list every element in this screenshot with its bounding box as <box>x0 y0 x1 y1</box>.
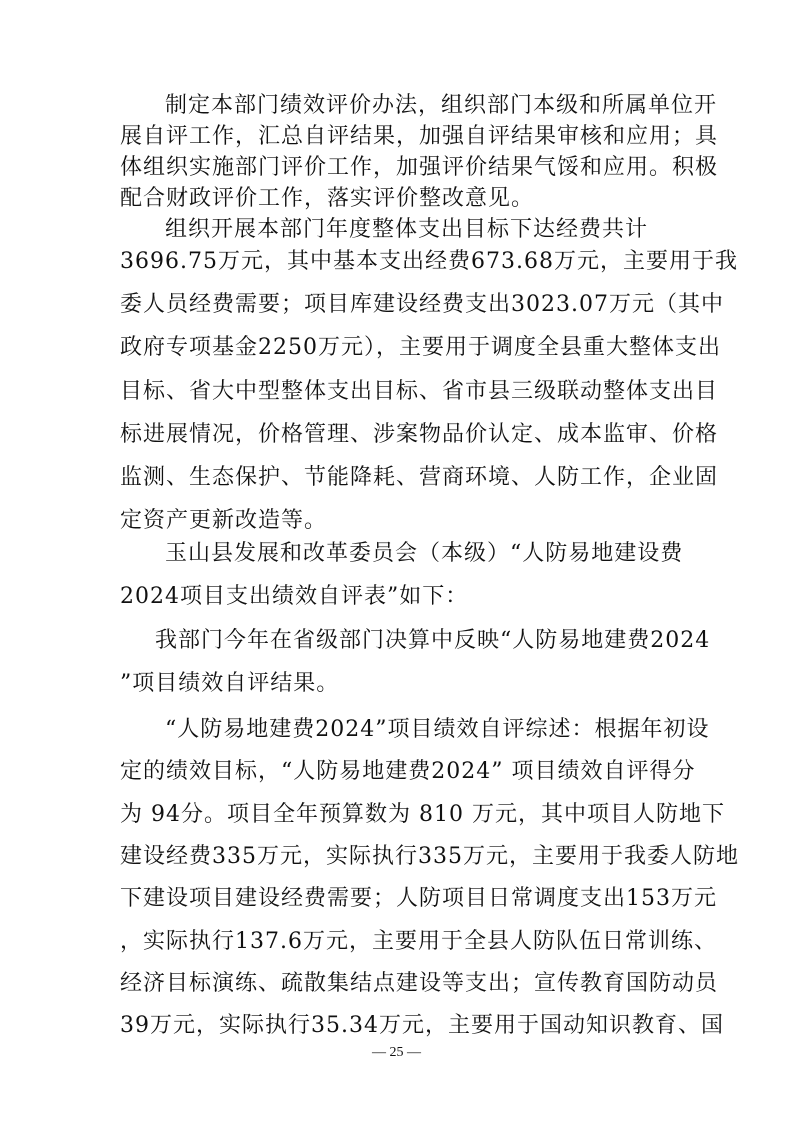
page-number: — 25 — <box>372 1045 421 1060</box>
text-line-12: 定资产更新改造等。 <box>120 508 328 533</box>
text-line-23: 经济目标演练、疏散集结点建设等支出；宣传教育国防动员 <box>120 971 719 996</box>
text-line-1: 制定本部门绩效评价办法，组织部门本级和所属单位开 <box>165 93 718 118</box>
text-line-17: “人防易地建费2024”项目绩效自评综述：根据年初设 <box>165 717 710 742</box>
text-line-11: 监测、生态保护、节能降耗、营商环境、人防工作，企业固 <box>120 465 719 490</box>
text-line-14: 2024项目支出绩效自评表”如下： <box>120 584 469 609</box>
text-line-19: 为 94分。项目全年预算数为 810 万元，其中项目人防地下 <box>120 802 725 827</box>
text-line-20: 建设经费335万元，实际执行335万元，主要用于我委人防地 <box>120 844 739 869</box>
text-line-3: 体组织实施部门评价工作，加强评价结果气馁和应用。积极 <box>120 155 719 180</box>
text-line-21: 下建设项目建设经费需要；人防项目日常调度支出153万元 <box>120 886 717 911</box>
text-line-6: 3696.75万元，其中基本支出经费673.68万元，主要用于我 <box>120 249 738 274</box>
text-line-13: 玉山县发展和改革委员会（本级）“人防易地建设费 <box>165 541 684 566</box>
text-line-22: ，实际执行137.6万元，主要用于全县人防队伍日常训练、 <box>120 929 717 954</box>
text-line-8: 政府专项基金2250万元），主要用于调度全县重大整体支出 <box>120 335 721 360</box>
text-line-24: 39万元，实际执行35.34万元，主要用于国动知识教育、国 <box>120 1013 724 1038</box>
text-line-4: 配合财政评价工作，落实评价整改意见。 <box>120 186 535 211</box>
text-line-7: 委人员经费需要；项目库建设经费支出3023.07万元（其中 <box>120 292 724 317</box>
text-line-16: ”项目绩效自评结果。 <box>120 671 340 696</box>
text-line-2: 展自评工作，汇总自评结果，加强自评结果审核和应用；具 <box>120 124 719 149</box>
text-line-10: 标进展情况，价格管理、涉案物品价认定、成本监审、价格 <box>120 422 719 447</box>
text-line-9: 目标、省大中型整体支出目标、省市县三级联动整体支出目 <box>120 379 719 404</box>
text-line-18: 定的绩效目标，“人防易地建费2024” 项目绩效自评得分 <box>120 759 696 784</box>
text-line-5: 组织开展本部门年度整体支出目标下达经费共计 <box>165 217 649 242</box>
text-line-15: 我部门今年在省级部门决算中反映“人防易地建费2024 <box>155 628 711 653</box>
